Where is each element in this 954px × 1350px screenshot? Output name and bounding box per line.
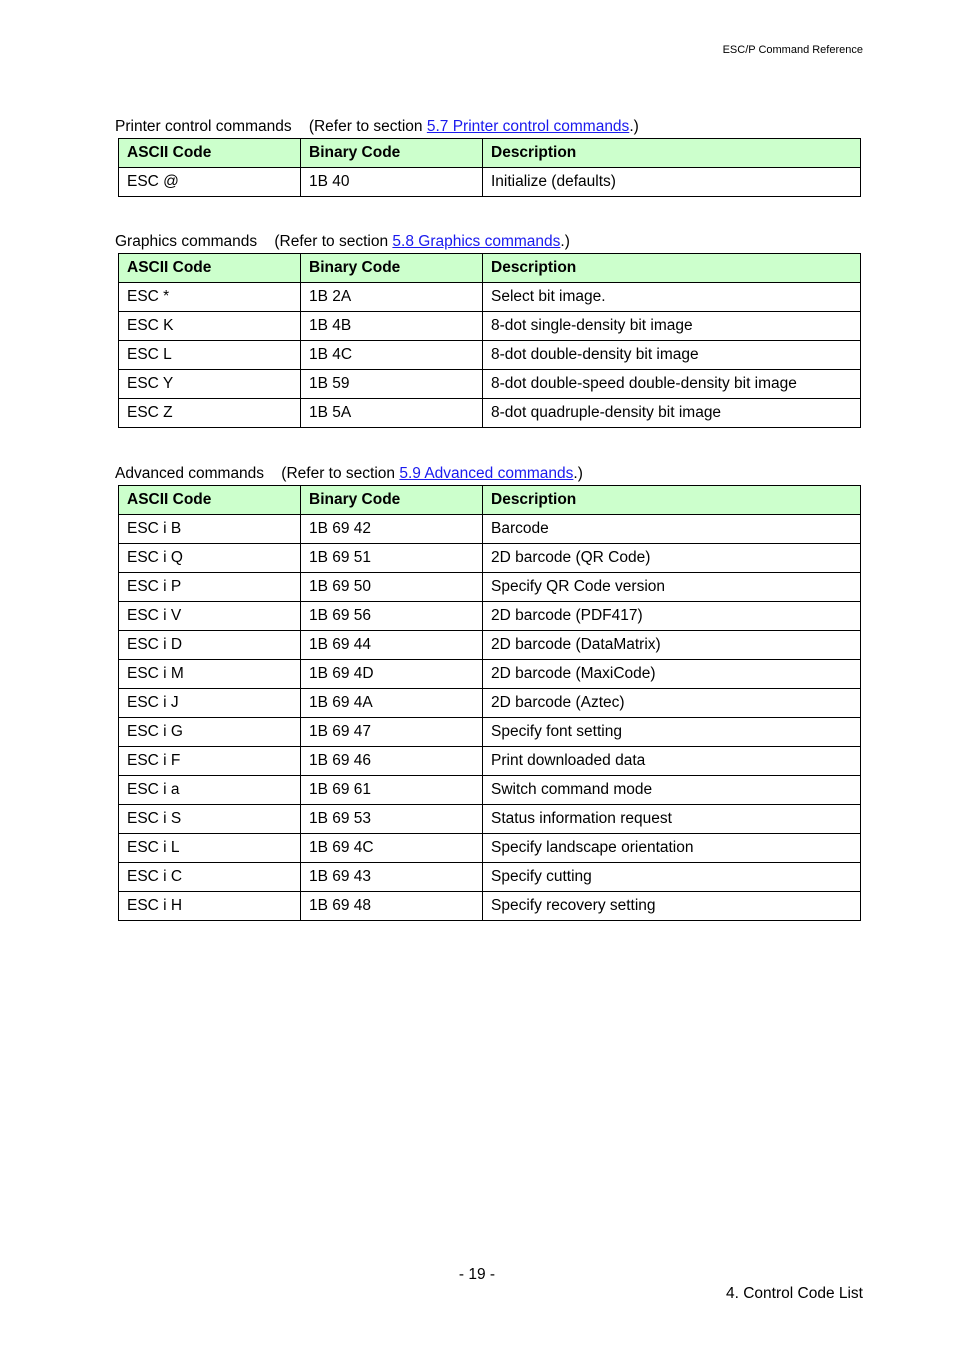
- ref-prefix: (Refer to section: [281, 465, 400, 482]
- binary-code-cell: 1B 69 48: [301, 892, 483, 921]
- table-row: [119, 805, 861, 834]
- table-row: [119, 399, 861, 428]
- description-cell: 2D barcode (PDF417): [483, 602, 861, 631]
- binary-code-cell: 1B 69 61: [301, 776, 483, 805]
- ascii-code-cell: ESC Z: [119, 399, 301, 428]
- section-caption: [115, 463, 861, 485]
- ascii-code-cell: ESC i L: [119, 834, 301, 863]
- ascii-code-cell: ESC i C: [119, 863, 301, 892]
- ascii-code-cell: ESC i a: [119, 776, 301, 805]
- table-header-row: [119, 486, 861, 515]
- description-cell: Status information request: [483, 805, 861, 834]
- table-row: [119, 747, 861, 776]
- binary-code-cell: 1B 69 51: [301, 544, 483, 573]
- binary-code-cell: 1B 69 4D: [301, 660, 483, 689]
- chapter-footer: 4. Control Code List: [726, 1285, 863, 1302]
- column-header: Description: [483, 139, 861, 168]
- section-link[interactable]: 5.8 Graphics commands: [392, 233, 561, 250]
- ascii-code-cell: ESC K: [119, 312, 301, 341]
- binary-code-cell: 1B 40: [301, 168, 483, 197]
- table-row: [119, 689, 861, 718]
- ascii-code-cell: ESC i Q: [119, 544, 301, 573]
- table-row: [119, 776, 861, 805]
- binary-code-cell: 1B 5A: [301, 399, 483, 428]
- ascii-code-cell: ESC i J: [119, 689, 301, 718]
- table-row: [119, 892, 861, 921]
- ascii-code-cell: ESC Y: [119, 370, 301, 399]
- column-header: Binary Code: [301, 486, 483, 515]
- description-cell: 8-dot double-density bit image: [483, 341, 861, 370]
- table-row: [119, 573, 861, 602]
- description-cell: Specify landscape orientation: [483, 834, 861, 863]
- description-cell: Initialize (defaults): [483, 168, 861, 197]
- binary-code-cell: 1B 69 44: [301, 631, 483, 660]
- binary-code-cell: 1B 2A: [301, 283, 483, 312]
- description-cell: 8-dot quadruple-density bit image: [483, 399, 861, 428]
- table-row: [119, 341, 861, 370]
- column-header: Description: [483, 254, 861, 283]
- ref-suffix: .): [560, 233, 570, 250]
- description-cell: 8-dot double-speed double-density bit image: [483, 370, 861, 399]
- binary-code-cell: 1B 69 50: [301, 573, 483, 602]
- description-cell: 8-dot single-density bit image: [483, 312, 861, 341]
- ascii-code-cell: ESC i V: [119, 602, 301, 631]
- table-row: [119, 863, 861, 892]
- section-title: Advanced commands: [115, 465, 265, 482]
- command-table: [118, 485, 861, 921]
- description-cell: Select bit image.: [483, 283, 861, 312]
- section-link[interactable]: 5.9 Advanced commands: [399, 465, 574, 482]
- command-table: [118, 253, 861, 428]
- description-cell: 2D barcode (MaxiCode): [483, 660, 861, 689]
- description-cell: Barcode: [483, 515, 861, 544]
- table-row: [119, 370, 861, 399]
- table-header-row: [119, 139, 861, 168]
- description-cell: Specify font setting: [483, 718, 861, 747]
- table-row: [119, 312, 861, 341]
- binary-code-cell: 1B 69 42: [301, 515, 483, 544]
- section-link[interactable]: 5.7 Printer control commands: [426, 118, 630, 135]
- binary-code-cell: 1B 69 56: [301, 602, 483, 631]
- binary-code-cell: 1B 69 4A: [301, 689, 483, 718]
- section-caption: [115, 231, 861, 253]
- description-cell: Specify cutting: [483, 863, 861, 892]
- binary-code-cell: 1B 69 53: [301, 805, 483, 834]
- ascii-code-cell: ESC i B: [119, 515, 301, 544]
- binary-code-cell: 1B 4B: [301, 312, 483, 341]
- description-cell: 2D barcode (DataMatrix): [483, 631, 861, 660]
- binary-code-cell: 1B 69 46: [301, 747, 483, 776]
- page-header: ESC/P Command Reference: [722, 44, 863, 56]
- table-row: [119, 544, 861, 573]
- ref-suffix: .): [629, 118, 639, 135]
- description-cell: 2D barcode (Aztec): [483, 689, 861, 718]
- column-header: Description: [483, 486, 861, 515]
- description-cell: Specify QR Code version: [483, 573, 861, 602]
- table-header-row: [119, 254, 861, 283]
- ascii-code-cell: ESC i D: [119, 631, 301, 660]
- column-header: ASCII Code: [119, 139, 301, 168]
- description-cell: Specify recovery setting: [483, 892, 861, 921]
- binary-code-cell: 1B 59: [301, 370, 483, 399]
- ref-suffix: .): [573, 465, 583, 482]
- ascii-code-cell: ESC i G: [119, 718, 301, 747]
- binary-code-cell: 1B 69 47: [301, 718, 483, 747]
- ascii-code-cell: ESC *: [119, 283, 301, 312]
- ref-prefix: (Refer to section: [308, 118, 427, 135]
- ascii-code-cell: ESC i M: [119, 660, 301, 689]
- table-row: [119, 834, 861, 863]
- binary-code-cell: 1B 69 4C: [301, 834, 483, 863]
- column-header: Binary Code: [301, 139, 483, 168]
- binary-code-cell: 1B 69 43: [301, 863, 483, 892]
- table-row: [119, 718, 861, 747]
- ascii-code-cell: ESC @: [119, 168, 301, 197]
- table-row: [119, 602, 861, 631]
- command-table: [118, 138, 861, 197]
- section-title: Printer control commands: [115, 118, 292, 135]
- section-title: Graphics commands: [115, 233, 258, 250]
- column-header: ASCII Code: [119, 254, 301, 283]
- ascii-code-cell: ESC i F: [119, 747, 301, 776]
- column-header: ASCII Code: [119, 486, 301, 515]
- ascii-code-cell: ESC L: [119, 341, 301, 370]
- ref-prefix: (Refer to section: [274, 233, 393, 250]
- section-caption: [115, 116, 861, 138]
- section-advanced: [115, 463, 861, 921]
- column-header: Binary Code: [301, 254, 483, 283]
- description-cell: Print downloaded data: [483, 747, 861, 776]
- ascii-code-cell: ESC i H: [119, 892, 301, 921]
- ascii-code-cell: ESC i S: [119, 805, 301, 834]
- description-cell: 2D barcode (QR Code): [483, 544, 861, 573]
- table-row: [119, 660, 861, 689]
- page-number: - 19 -: [458, 1266, 496, 1283]
- ascii-code-cell: ESC i P: [119, 573, 301, 602]
- section-printer-control: [115, 116, 861, 197]
- table-row: [119, 283, 861, 312]
- table-row: [119, 168, 861, 197]
- binary-code-cell: 1B 4C: [301, 341, 483, 370]
- table-row: [119, 631, 861, 660]
- table-row: [119, 515, 861, 544]
- section-graphics: [115, 231, 861, 428]
- description-cell: Switch command mode: [483, 776, 861, 805]
